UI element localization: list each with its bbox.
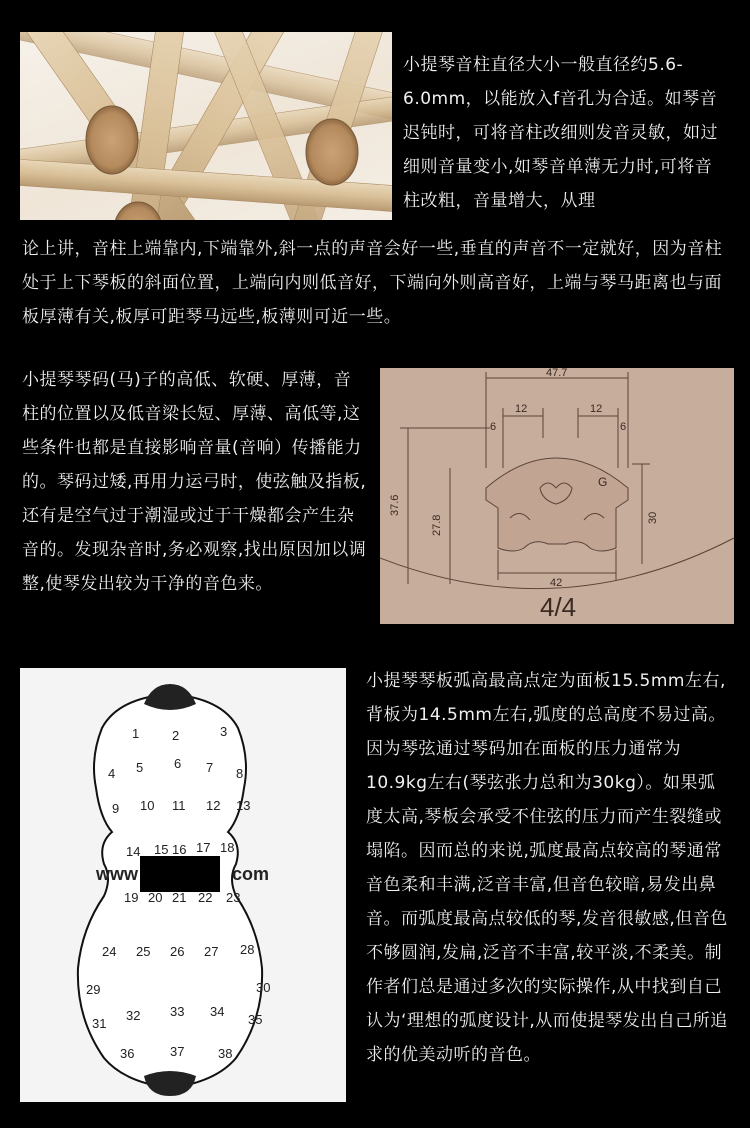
arch-point-34: 34 [210,1004,225,1019]
arch-point-15: 15 [154,842,169,857]
arch-point-12: 12 [206,798,221,813]
sound-post-paragraph-part2: 论上讲，音柱上端靠内,下端靠外,斜一点的声音会好一些,垂直的声音不一定就好，因为音柱处于上下琴板的斜面位置，上端向内则低音好，下端向外则高音好，上端与琴马距离也与面板厚薄有关,板厚可距琴马远些,板薄则可近一些。 [22,239,723,327]
arch-point-27: 27 [204,944,219,959]
size-label: 4/4 [540,592,577,622]
arch-point-17: 17 [196,840,211,855]
dim-height-right: 30 [647,511,659,524]
arch-point-35: 35 [248,1012,263,1027]
dim-left-12: 12 [515,403,528,415]
arch-point-19: 19 [124,890,139,905]
arch-point-1: 1 [132,726,140,741]
arch-point-24: 24 [102,944,117,959]
arch-point-30: 30 [256,980,271,995]
dim-base-width: 42 [550,577,563,589]
arch-point-29: 29 [86,982,101,997]
arch-point-2: 2 [172,728,180,743]
sound-post-dowels-image [20,32,392,220]
arch-point-31: 31 [92,1016,107,1031]
arch-point-11: 11 [172,798,186,813]
arch-point-28: 28 [240,942,255,957]
arch-point-36: 36 [120,1046,135,1061]
dim-right-6: 6 [620,421,627,433]
dim-height-mid: 27.8 [431,514,443,536]
arch-point-6: 6 [174,756,182,771]
label-g: G [598,475,608,489]
arch-point-16: 16 [172,842,187,857]
sound-post-paragraph-part1: 小提琴音柱直径大小一般直径约5.6-6.0mm，以能放入f音孔为合适。如琴音迟钝时，可将音柱改细则发音灵敏，如过细则音量变小,如琴音单薄无力时,可将音柱改粗，音量增大，从理 [403,55,718,211]
arch-point-3: 3 [220,724,228,739]
bridge-paragraph: 小提琴琴码(马)子的高低、软硬、厚薄，音柱的位置以及低音梁长短、厚薄、高低等,这些条件也都是直接影响音量(音响）传播能力的。琴码过矮,再用力运弓时，使弦触及指板,还有是空气过于潮湿或过于干燥都会产生杂音的。发现杂音时,务必观察,找出原因加以调整,使琴发出较为干净的音色来。 [22,370,367,594]
arch-point-10: 10 [140,798,155,813]
bridge-diagram [380,368,734,624]
arch-point-13: 13 [236,798,251,813]
arch-point-26: 26 [170,944,185,959]
arch-point-37: 37 [170,1044,185,1059]
arch-point-23: 23 [226,890,241,905]
arch-point-7: 7 [206,760,214,775]
arch-point-20: 20 [148,890,163,905]
arch-point-32: 32 [126,1008,141,1023]
arch-point-25: 25 [136,944,151,959]
watermark-left: www [96,864,139,884]
arch-point-22: 22 [198,890,213,905]
arch-point-9: 9 [112,801,120,816]
plate-arch-paragraph: 小提琴琴板弧高最高点定为面板15.5mm左右,背板为14.5mm左右,弧度的总高度不易过高。因为琴弦通过琴码加在面板的压力通常为10.9kg左右(琴弦张力总和为30kg）。如果弧度太高,琴板会承受不住弦的压力而产生裂缝或塌陷。因而总的来说,弧度最高点较高的琴通常音色柔和丰满,泛音丰富,但音色较暗,易发出鼻音。而弧度最高点较低的琴,发音很敏感,但音色不够圆润,发扁,泛音不丰富,较平淡,不柔美。制作者们总是通过多次的实际操作,从中找到自己认为‘理想的弧度设计,从而使提琴发出自己所追求的优美动听的音色。 [366,671,728,1065]
watermark-right: com [232,864,270,884]
watermark-redaction [140,856,220,892]
arch-point-4: 4 [108,766,116,781]
arch-point-18: 18 [220,840,235,855]
violin-plate-arch-map [20,668,346,1102]
arch-point-38: 38 [218,1046,233,1061]
arch-point-14: 14 [126,844,141,859]
dim-height-total: 37.6 [389,494,401,516]
dim-top-width: 47.7 [546,368,568,379]
arch-point-5: 5 [136,760,144,775]
dim-left-6: 6 [490,421,497,433]
dim-right-12: 12 [590,403,603,415]
arch-point-21: 21 [172,890,187,905]
arch-point-8: 8 [236,766,244,781]
arch-point-33: 33 [170,1004,185,1019]
